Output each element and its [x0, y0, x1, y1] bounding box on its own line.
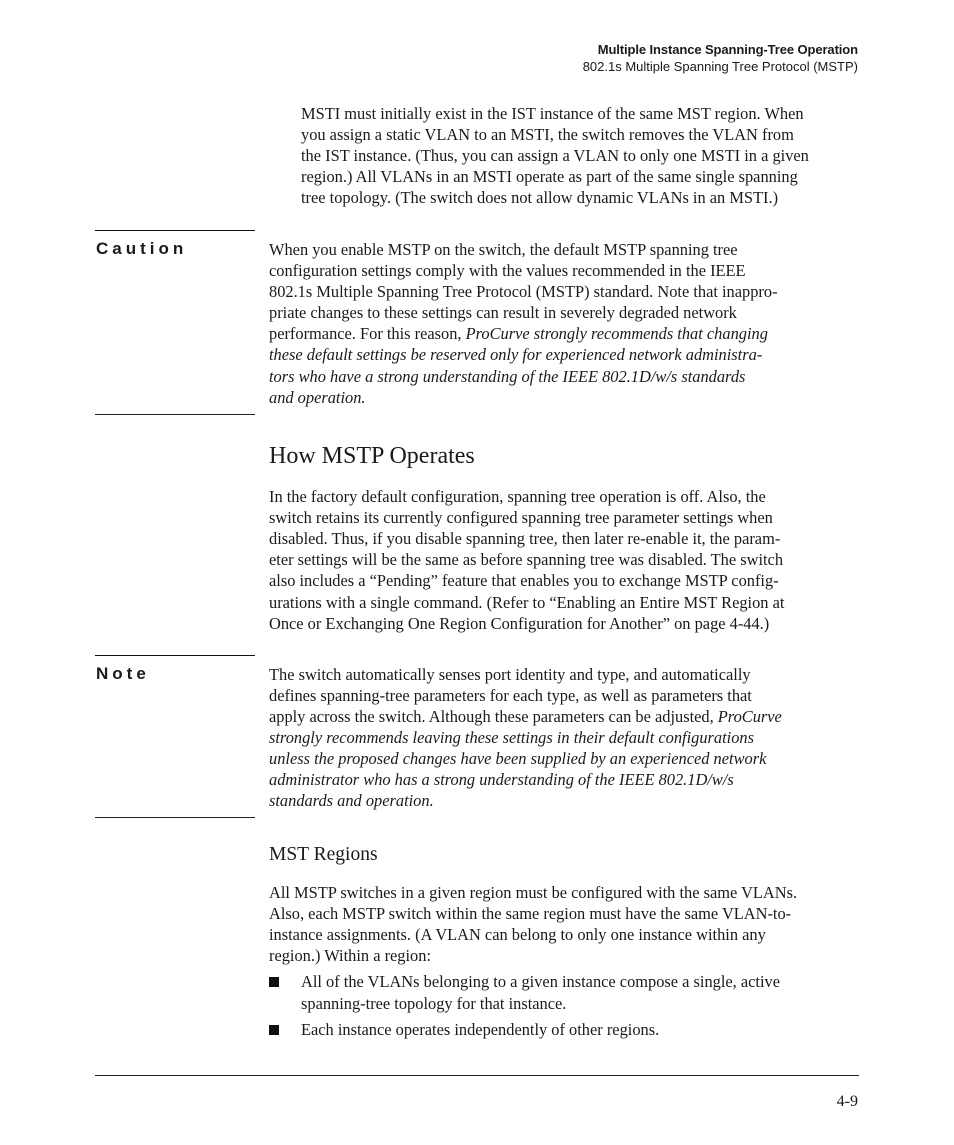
note-emphasis: ProCurve — [717, 707, 782, 726]
caution-bottom-rule — [95, 414, 255, 415]
body-line: Once or Exchanging One Region Configuration for Another” on page 4-44.) — [269, 614, 770, 633]
body-line: instance assignments. (A VLAN can belong to only one instance within any — [269, 925, 766, 944]
caution-plain-text: performance. For this reason, — [269, 324, 466, 343]
note-bottom-rule — [95, 817, 255, 818]
caution-line — [269, 323, 768, 344]
note-emphasis-line: standards and operation. — [269, 791, 434, 810]
body-line: In the factory default configuration, spanning tree operation is off. Also, the — [269, 487, 766, 506]
caution-line: When you enable MSTP on the switch, the default MSTP spanning tree — [269, 240, 738, 259]
list-item-line: All of the VLANs belonging to a given instance compose a single, active — [301, 972, 781, 991]
page-number: 4-9 — [836, 1093, 858, 1110]
note-line — [269, 706, 782, 727]
caution-line: priate changes to these settings can result in severely degraded network — [269, 303, 737, 322]
body-line: Also, each MSTP switch within the same region must have the same VLAN-to- — [269, 904, 792, 923]
caution-emphasis-line: and operation. — [269, 388, 366, 407]
note-line: defines spanning-tree parameters for each type, as well as parameters that — [269, 686, 752, 705]
caution-label: Caution — [96, 239, 188, 258]
intro-line: region.) All VLANs in an MSTI operate as part of the same single spanning — [301, 167, 798, 186]
intro-line: the IST instance. (Thus, you can assign a VLAN to only one MSTI in a given — [301, 146, 809, 165]
list-item-line: Each instance operates independently of other regions. — [301, 1020, 660, 1039]
body-line: region.) Within a region: — [269, 946, 431, 965]
body-line: switch retains its currently configured spanning tree parameter settings when — [269, 508, 773, 527]
caution-emphasis-line: tors who have a strong understanding of the IEEE 802.1D/w/s standards — [269, 367, 746, 386]
caution-top-rule — [95, 230, 255, 231]
note-label: Note — [96, 664, 150, 683]
intro-line: you assign a static VLAN to an MSTI, the switch removes the VLAN from — [301, 125, 794, 144]
intro-line: tree topology. (The switch does not allow dynamic VLANs in an MSTI.) — [301, 188, 779, 207]
caution-emphasis-line: these default settings be reserved only for experienced network administra- — [269, 345, 763, 364]
list-item-line: spanning-tree topology for that instance. — [301, 994, 567, 1013]
body-line: All MSTP switches in a given region must be configured with the same VLANs. — [269, 883, 798, 902]
note-plain-text: apply across the switch. Although these parameters can be adjusted, — [269, 707, 718, 726]
body-line: eter settings will be the same as before spanning tree was disabled. The switch — [269, 550, 784, 569]
footer-rule — [95, 1075, 859, 1076]
section-heading: How MSTP Operates — [269, 443, 475, 469]
note-line: The switch automatically senses port identity and type, and automatically — [269, 665, 751, 684]
running-header-title: Multiple Instance Spanning-Tree Operation — [597, 42, 858, 57]
caution-line: 802.1s Multiple Spanning Tree Protocol (MSTP) standard. Note that inappro- — [269, 282, 778, 301]
note-top-rule — [95, 655, 255, 656]
note-emphasis-line: unless the proposed changes have been supplied by an experienced network — [269, 749, 767, 768]
caution-emphasis: ProCurve strongly recommends that changing — [465, 324, 768, 343]
body-line: also includes a “Pending” feature that enables you to exchange MSTP config- — [269, 571, 779, 590]
subsection-heading: MST Regions — [269, 844, 378, 865]
note-emphasis-line: strongly recommends leaving these settings in their default configurations — [269, 728, 754, 747]
running-header-subtitle: 802.1s Multiple Spanning Tree Protocol (MSTP) — [582, 59, 858, 74]
intro-line: MSTI must initially exist in the IST instance of the same MST region. When — [301, 104, 804, 123]
bullet-marker-icon — [269, 1025, 279, 1035]
note-emphasis-line: administrator who has a strong understanding of the IEEE 802.1D/w/s — [269, 770, 734, 789]
body-line: disabled. Thus, if you disable spanning tree, then later re-enable it, the param- — [269, 529, 781, 548]
bullet-marker-icon — [269, 977, 279, 987]
body-line: urations with a single command. (Refer to “Enabling an Entire MST Region at — [269, 593, 785, 612]
caution-line: configuration settings comply with the values recommended in the IEEE — [269, 261, 746, 280]
